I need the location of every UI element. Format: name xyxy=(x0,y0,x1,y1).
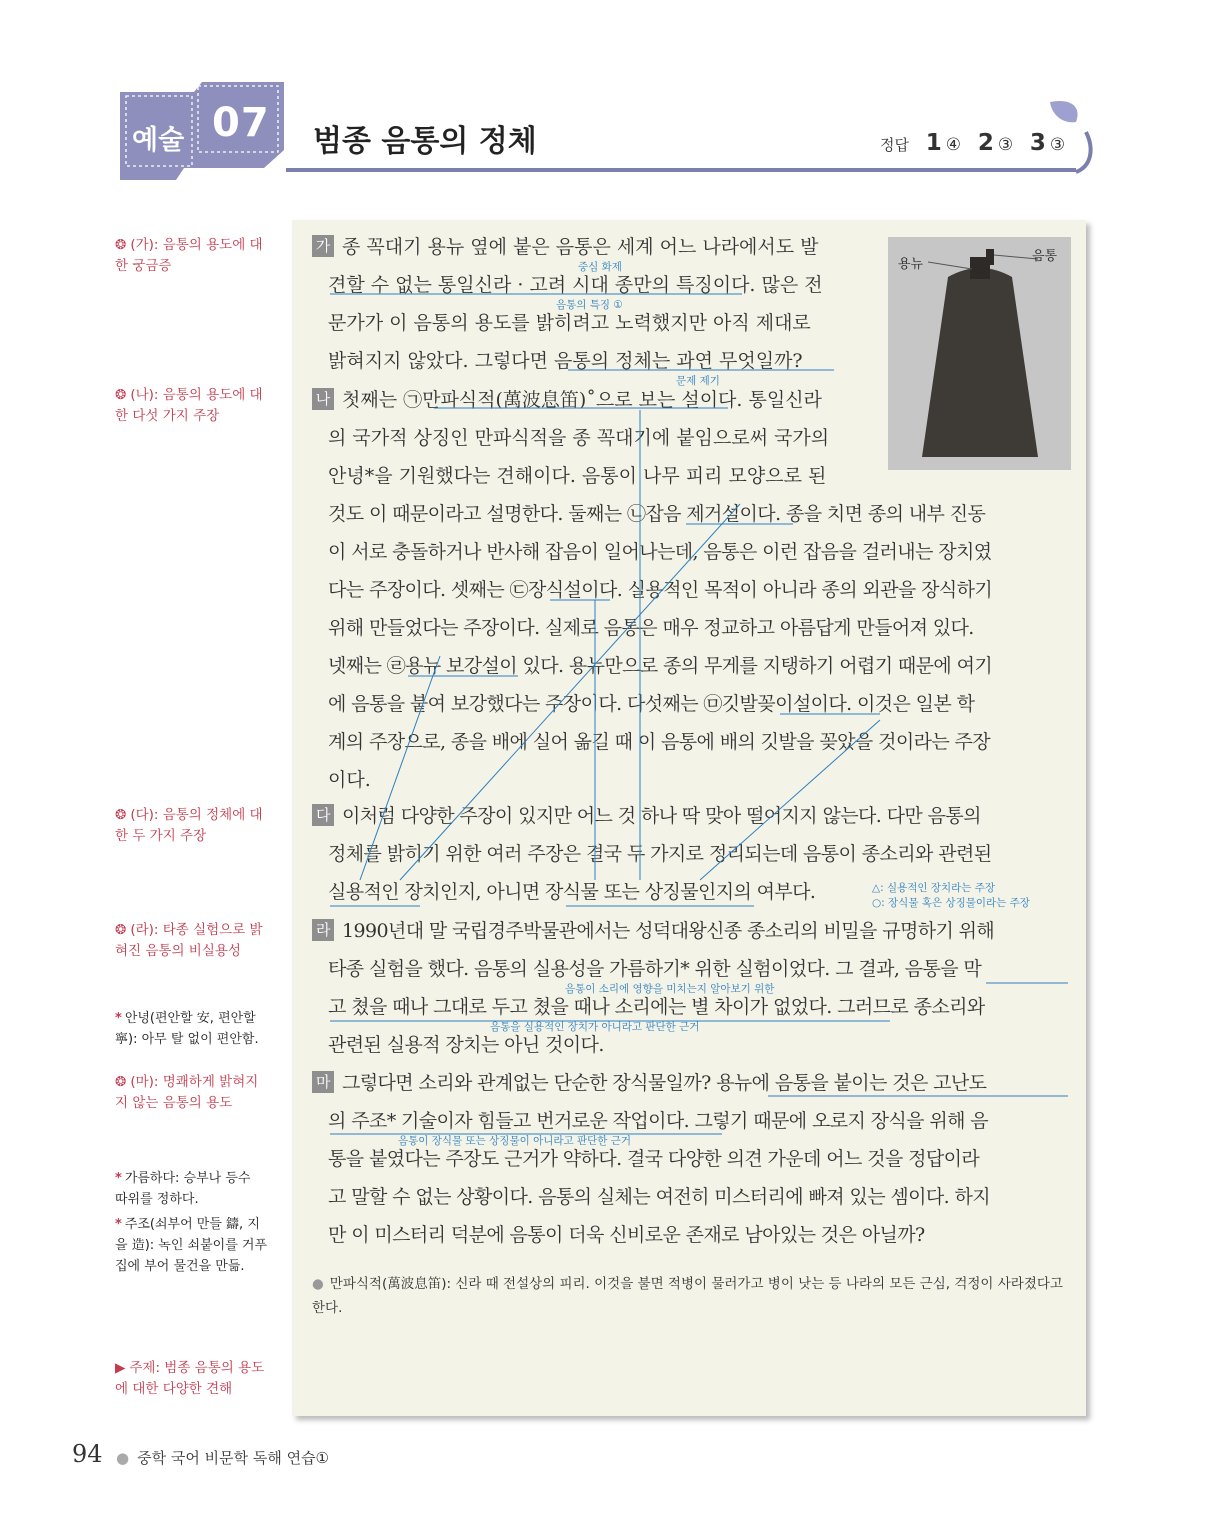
glossary-jujo: * 주조(쇠부어 만들 鑄, 지을 造): 녹인 쇠붙이를 거푸집에 부어 물건을 만듦. xyxy=(115,1217,268,1274)
bell-label-yongnyu: 용뉴 xyxy=(898,257,924,272)
answer-key xyxy=(880,130,1065,156)
note-text: (마): 명쾌하게 밝혀지지 않는 음통의 용도 xyxy=(115,1074,259,1111)
answer-label: 정답 xyxy=(880,136,909,154)
answer-2-num: 2 xyxy=(977,130,994,156)
paragraph-marker: 다 xyxy=(312,804,334,826)
theme-text: 주제: 범종 음통의 용도에 대한 다양한 견해 xyxy=(115,1360,265,1397)
lesson-number: 07 xyxy=(212,100,270,146)
note-marker-icon: ❂ xyxy=(115,1074,127,1090)
annotation-feature: 음통의 특징 ① xyxy=(556,299,623,311)
paragraph-ga: 가 종 꼭대기 용뉴 옆에 붙은 음통은 세계 어느 나라에서도 발 견할 수 없는 통일신라 · 고려 시대 종만의 특징이다. 많은 전 문가가 이 음통의 용도를 밝히려고 노력했지만 아직 제대로 밝혀지지 않았다. 그렇다면 음통의 정체는 과연 무엇일까? xyxy=(312,228,823,380)
footnote xyxy=(312,1272,1072,1320)
sidebar-note-ma xyxy=(115,1072,265,1114)
glossary-annyeong: * 안녕(편안할 安, 편안할 寧): 아무 탈 없이 편안함. xyxy=(115,1011,259,1047)
answer-2-choice: ③ xyxy=(997,135,1014,155)
paragraph-ra: 라 1990년대 말 국립경주박물관에서는 성덕대왕신종 종소리의 비밀을 규명하기 위해 타종 실험을 했다. 음통의 실용성을 가름하기* 위한 실험이었다. 그 결과, 음통을 막 고 쳤을 때나 그대로 두고 쳤을 때나 소리에는 별 차이가 없었다. 그러므로 종소리와 관련된 실용적 장치는 아닌 것이다. xyxy=(312,912,994,1064)
glossary-text: 안녕(편안할 安, 편안할 寧): 아무 탈 없이 편안함. xyxy=(115,1011,259,1047)
glossary-text: 가름하다: 승부나 등수 따위를 정하다. xyxy=(115,1171,251,1207)
answer-3-num: 3 xyxy=(1029,130,1046,156)
annotation-legend-circle: ○: 장식물 혹은 상징물이라는 주장 xyxy=(872,897,1030,909)
glossary-gareum: * 가름하다: 승부나 등수 따위를 정하다. xyxy=(115,1171,251,1207)
page-number: 94 xyxy=(72,1440,103,1468)
annotation-experiment: 음통이 소리에 영향을 미치는지 알아보기 위한 xyxy=(565,983,775,995)
play-triangle-icon: ▶ xyxy=(115,1360,126,1376)
paragraph-ma: 마 그렇다면 소리와 관계없는 단순한 장식물일까? 용뉴에 음통을 붙이는 것은 고난도 의 주조* 기술이자 힘들고 번거로운 작업이다. 그렇기 때문에 오로지 장식을 위해 음 통을 붙였다는 주장도 근거가 약하다. 결국 다양한 의견 가운데 어느 것을 정답이라 고 말할 수 없는 상황이다. 음통의 실체는 여전히 미스터리에 빠져 있는 셈이다. 하지 만 이 미스터리 덕분에 음통이 더욱 신비로운 존재로 남아있는 것은 아닐까? xyxy=(312,1064,990,1254)
sidebar-note-ra xyxy=(115,920,265,962)
category-label: 예술 xyxy=(132,125,185,156)
answer-3-choice: ③ xyxy=(1049,135,1066,155)
annotation-central-topic: 중심 화제 xyxy=(578,261,622,273)
annotation-not-practical: 음통을 실용적인 장치가 아니라고 판단한 근거 xyxy=(490,1021,700,1033)
sidebar-note-na xyxy=(115,385,265,427)
note-text: (다): 음통의 정체에 대한 두 가지 주장 xyxy=(115,807,263,844)
annotation-not-decoration: 음통이 장식물 또는 상징물이 아니라고 판단한 근거 xyxy=(398,1135,632,1147)
header-rule xyxy=(286,168,1076,172)
note-text: (가): 음통의 용도에 대한 궁금증 xyxy=(115,237,263,274)
note-text: (나): 음통의 용도에 대한 다섯 가지 주장 xyxy=(115,387,263,424)
paragraph-na: 나 첫째는 ㉠만파식적(萬波息笛)˚으로 보는 설이다. 통일신라 의 국가적 상징인 만파식적을 종 꼭대기에 붙임으로써 국가의 안녕*을 기원했다는 견해이다. 음통이 나무 피리 모양으로 된 것도 이 때문이라고 설명한다. 둘째는 ㉡잡음 제거설이다. 종을 치면 종의 내부 진동 이 서로 충돌하거나 반사해 잡음이 일어나는데, 음통은 이런 잡음을 걸러내는 장치였 다는 주장이다. 셋째는 ㉢장식설이다. 실용적인 목적이 아니라 종의 외관을 장식하기 위해 만들었다는 주장이다. 실제로 음통은 매우 정교하고 아름답게 만들어져 있다. 넷째는 ㉣용뉴 보강설이 있다. 용뉴만으로 종의 무게를 지탱하기 어렵기 때문에 여기 에 음통을 붙여 보강했다는 주장이다. 다섯째는 ㉤깃발꽂이설이다. 이것은 일본 학 계의 주장으로, 종을 배에 실어 옮길 때 이 음통에 배의 깃발을 꽂았을 것이라는 주장 이다. xyxy=(312,381,992,799)
note-marker-icon: ❂ xyxy=(115,387,127,403)
paragraph-marker: 라 xyxy=(312,919,334,941)
page-title: 범종 음통의 정체 xyxy=(313,124,537,159)
paragraph-marker: 마 xyxy=(312,1071,334,1093)
paragraph-da: 다 이처럼 다양한 주장이 있지만 어느 것 하나 딱 맞아 떨어지지 않는다. 다만 음통의 정체를 밝히기 위한 여러 주장은 결국 두 가지로 정리되는데 음통이 종소리와 관련된 실용적인 장치인지, 아니면 장식물 또는 상징물인지의 여부다. xyxy=(312,797,991,911)
footnote-text: 만파식적(萬波息笛): 신라 때 전설상의 피리. 이것을 불면 적병이 물러가고 병이 낫는 등 나라의 모든 근심, 걱정이 사라졌다고 한다. xyxy=(312,1276,1063,1316)
note-marker-icon: ❂ xyxy=(115,237,127,253)
paragraph-marker: 가 xyxy=(312,235,334,257)
sidebar-note-ga xyxy=(115,235,265,277)
sidebar-note-da xyxy=(115,805,265,847)
sidebar-theme xyxy=(115,1358,265,1400)
note-marker-icon: ❂ xyxy=(115,922,127,938)
bullet-icon: ● xyxy=(312,1276,324,1292)
note-marker-icon: ❂ xyxy=(115,807,127,823)
paragraph-marker: 나 xyxy=(312,388,334,410)
note-text: (라): 타종 실험으로 밝혀진 음통의 비실용성 xyxy=(115,922,263,959)
annotation-problem: 문제 제기 xyxy=(676,375,720,387)
answer-1-num: 1 xyxy=(925,130,942,156)
annotation-legend-triangle: △: 실용적인 장치라는 주장 xyxy=(872,882,996,894)
bell-label-eumtong: 음통 xyxy=(1032,249,1058,264)
glossary-text: 주조(쇠부어 만들 鑄, 지을 造): 녹인 쇠붙이를 거푸집에 부어 물건을 만듦. xyxy=(115,1217,268,1274)
answer-1-choice: ④ xyxy=(945,135,962,155)
book-title: ● 중학 국어 비문학 독해 연습① xyxy=(116,1449,330,1467)
